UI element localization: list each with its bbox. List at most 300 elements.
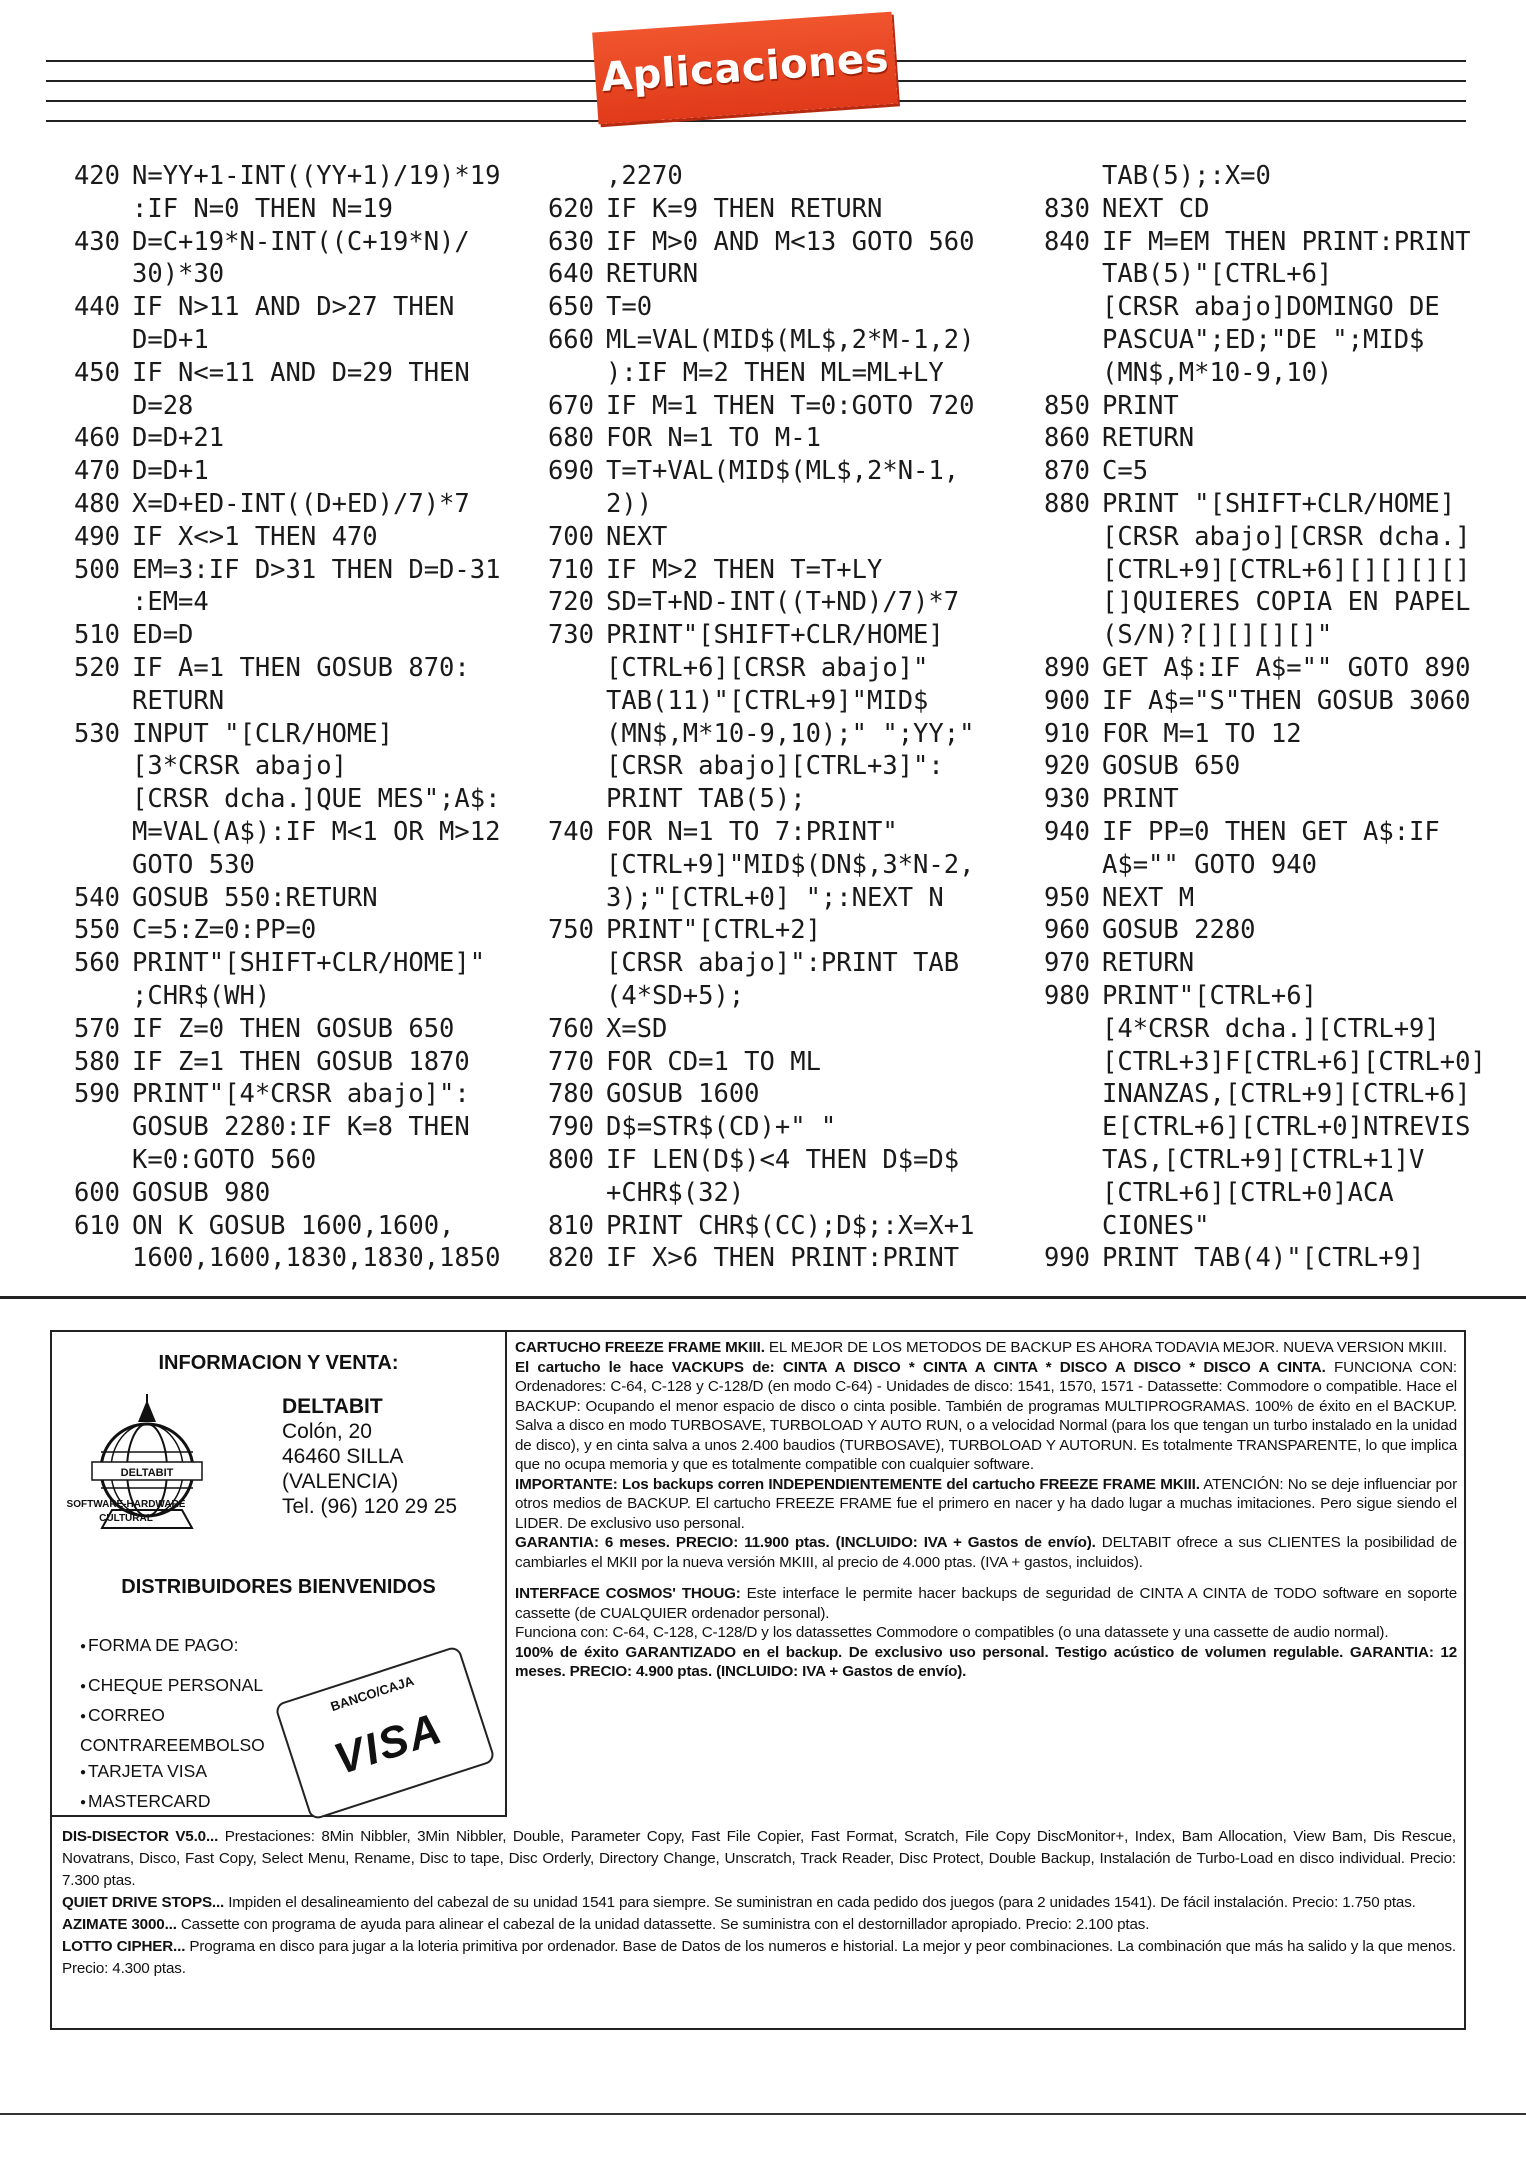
code-text: [3*CRSR abajo] (132, 751, 347, 782)
code-text: [CTRL+6][CRSR abajo]" (606, 652, 929, 683)
line-number: 610 (73, 1210, 120, 1241)
ad-heading: AZIMATE 3000... (62, 1916, 177, 1933)
line-number (1018, 1111, 1102, 1144)
address-line: 46460 SILLA (282, 1445, 404, 1468)
code-line (48, 554, 568, 587)
code-text: RETURN (1102, 423, 1195, 454)
code-text: CIONES" (1102, 1210, 1210, 1241)
code-text: ,2270 (606, 161, 683, 191)
code-line (48, 652, 568, 685)
code-text: PRINT (1102, 390, 1179, 421)
ad-heading: QUIET DRIVE STOPS... (62, 1894, 225, 1911)
code-line (522, 1210, 1022, 1243)
line-number: 770 (547, 1046, 594, 1077)
line-number: 830 (1043, 193, 1090, 224)
code-line (48, 291, 568, 324)
info-panel (52, 1332, 507, 1817)
line-number (48, 324, 132, 357)
code-line (1018, 783, 1508, 816)
line-number: 730 (547, 620, 594, 651)
line-number: 750 (547, 915, 594, 946)
line-number: 690 (547, 456, 594, 487)
line-number (48, 816, 132, 849)
code-line (48, 160, 568, 193)
line-number (1018, 586, 1102, 619)
line-number (48, 390, 132, 423)
code-text: IF X>6 THEN PRINT:PRINT (606, 1243, 960, 1274)
line-number: 530 (73, 718, 120, 749)
code-line (522, 258, 1022, 291)
code-line (522, 488, 1022, 521)
code-line (522, 1046, 1022, 1079)
line-number: 630 (547, 226, 594, 257)
line-number: 420 (73, 161, 120, 191)
code-line (48, 586, 568, 619)
code-text: PRINT (1102, 784, 1179, 815)
line-number (48, 750, 132, 783)
code-line (522, 1242, 1022, 1275)
code-line (1018, 193, 1508, 226)
code-text: M=VAL(A$):IF M<1 OR M>12 (132, 816, 501, 847)
code-line (1018, 619, 1508, 652)
code-line (48, 258, 568, 291)
line-number (48, 1144, 132, 1177)
code-line (1018, 455, 1508, 488)
code-line (522, 1144, 1022, 1177)
code-text: IF N<=11 AND D=29 THEN (132, 357, 470, 388)
ad-text: ATENCIÓN: No se deje influenciar por otros medios de BACKUP. El cartucho FREEZE FRAME fue el primero en nacer y ha dado lugar a muchas imitaciones. Pero sigue siendo el LIDER. De exclusivo uso personal. (515, 1475, 1457, 1532)
code-text: 3);"[CTRL+0] ";:NEXT N (606, 882, 944, 913)
code-text: D=D+1 (132, 324, 209, 355)
line-number: 540 (73, 882, 120, 913)
code-text: IF K=9 THEN RETURN (606, 193, 883, 224)
line-number: 810 (547, 1210, 594, 1241)
payment-title: ● FORMA DE PAGO: (80, 1632, 265, 1662)
line-number: 440 (73, 292, 120, 323)
code-line (1018, 1078, 1508, 1111)
code-text: :IF N=0 THEN N=19 (132, 193, 393, 224)
code-text: IF A=1 THEN GOSUB 870: (132, 652, 470, 683)
code-text: []QUIERES COPIA EN PAPEL (1102, 587, 1471, 618)
code-text: GOSUB 2280:IF K=8 THEN (132, 1112, 470, 1143)
code-text: NEXT CD (1102, 193, 1210, 224)
ad-paragraph (62, 1914, 1456, 1936)
code-text: A$="" GOTO 940 (1102, 849, 1317, 880)
code-text: D=28 (132, 390, 194, 421)
code-text: ED=D (132, 620, 194, 651)
line-number (48, 258, 132, 291)
code-text: ML=VAL(MID$(ML$,2*M-1,2) (606, 324, 975, 355)
payment-item: ● TARJETA VISA (80, 1758, 265, 1788)
code-text: C=5:Z=0:PP=0 (132, 915, 317, 946)
code-line (48, 980, 568, 1013)
line-number: 720 (547, 587, 594, 618)
code-text: D=D+21 (132, 423, 225, 454)
code-text: [CTRL+9][CTRL+6][][][][] (1102, 554, 1471, 585)
code-line (522, 521, 1022, 554)
payment-item-continued: CONTRAREEMBOLSO (80, 1735, 265, 1755)
line-number: 930 (1043, 784, 1090, 815)
code-line (48, 1078, 568, 1111)
code-text: (MN$,M*10-9,10);" ";YY;" (606, 718, 975, 749)
code-text: [CRSR abajo]DOMINGO DE (1102, 292, 1440, 323)
code-text: TAB(5);:X=0 (1102, 161, 1271, 191)
code-line (1018, 718, 1508, 751)
code-text: INANZAS,[CTRL+9][CTRL+6] (1102, 1079, 1471, 1110)
code-line (1018, 914, 1508, 947)
logo-caption (56, 1498, 196, 1526)
ad-paragraph (515, 1533, 1457, 1572)
code-line (48, 1177, 568, 1210)
code-text: IF A$="S"THEN GOSUB 3060 (1102, 685, 1471, 716)
code-text: NEXT M (1102, 882, 1195, 913)
ad-heading: DIS-DISECTOR V5.0... (62, 1828, 219, 1845)
line-number (522, 1177, 606, 1210)
code-line (522, 947, 1022, 980)
line-number (1018, 357, 1102, 390)
code-line (1018, 882, 1508, 915)
code-line (1018, 1046, 1508, 1079)
code-line (1018, 1013, 1508, 1046)
code-line (48, 455, 568, 488)
code-line (1018, 488, 1508, 521)
line-number: 910 (1043, 718, 1090, 749)
code-text: (S/N)?[][][][]" (1102, 620, 1333, 651)
line-number: 680 (547, 423, 594, 454)
ad-heading: GARANTIA: 6 meses. PRECIO: 11.900 ptas. (INCLUIDO: IVA + Gastos de envío). (515, 1534, 1096, 1551)
code-text: ON K GOSUB 1600,1600, (132, 1210, 455, 1241)
code-line (1018, 422, 1508, 455)
code-line (48, 849, 568, 882)
code-line (48, 882, 568, 915)
line-number (522, 160, 606, 193)
code-text: [CTRL+3]F[CTRL+6][CTRL+0] (1102, 1046, 1486, 1077)
code-line (522, 226, 1022, 259)
code-text: IF Z=1 THEN GOSUB 1870 (132, 1046, 470, 1077)
line-number (48, 685, 132, 718)
ad-heading: 100% de éxito GARANTIZADO en el backup. De exclusivo uso personal. Testigo acústico de volumen regulable. GARANTIA: 12 meses. PRECIO: 4.900 ptas. (INCLUIDO: IVA + Gastos de envío). (515, 1643, 1457, 1680)
line-number (1018, 1078, 1102, 1111)
line-number (48, 849, 132, 882)
ad-text: Prestaciones: 8Min Nibbler, 3Min Nibbler, Double, Parameter Copy, Fast File Copier, Fast Format, Scratch, File Copy DiscMonitor+, Index, Bam Allocation, View Bam, Dis Rescue, Novatrans, Disco, Fast Copy, Select Menu, Rename, Disc to tape, Disc Orderly, Directory Change, Unscratch, Track Reader, Disc Protect, Double Backup, Instalación de Turbo-Load en disco individual. Precio: 7.300 ptas. (62, 1828, 1456, 1889)
code-line (48, 422, 568, 455)
code-line (1018, 324, 1508, 357)
code-line (48, 1144, 568, 1177)
code-text: PRINT CHR$(CC);D$;:X=X+1 (606, 1210, 975, 1241)
ad-heading: El cartucho le hace VACKUPS de: CINTA A DISCO * CINTA A CINTA * DISCO A DISCO * DISCO A CINTA. (515, 1358, 1326, 1376)
line-number (522, 718, 606, 751)
code-text: PRINT"[CTRL+2] (606, 915, 821, 946)
code-line (522, 357, 1022, 390)
code-text: IF M=EM THEN PRINT:PRINT (1102, 226, 1471, 257)
code-line (522, 685, 1022, 718)
payment-methods (80, 1632, 265, 1818)
line-number: 790 (547, 1112, 594, 1143)
line-number (1018, 160, 1102, 193)
payment-item: ● CHEQUE PERSONAL (80, 1672, 265, 1702)
code-line (1018, 1111, 1508, 1144)
code-line (522, 750, 1022, 783)
line-number (48, 1242, 132, 1275)
code-text: NEXT (606, 521, 668, 552)
code-line (522, 291, 1022, 324)
code-line (48, 816, 568, 849)
code-text: IF M>0 AND M<13 GOTO 560 (606, 226, 975, 257)
code-line (1018, 1210, 1508, 1243)
code-text: PRINT TAB(4)"[CTRL+9] (1102, 1243, 1425, 1274)
ad-text: Funciona con: C-64, C-128, C-128/D y los datassettes Commodore o compatibles (o una datassete y una cassette de audio normal). (515, 1624, 1389, 1641)
listing-column-2 (522, 160, 1022, 1275)
code-line (48, 357, 568, 390)
line-number: 550 (73, 915, 120, 946)
line-number (48, 783, 132, 816)
code-text: GOSUB 550:RETURN (132, 882, 378, 913)
code-line (48, 750, 568, 783)
code-text: RETURN (132, 685, 225, 716)
code-line (48, 1242, 568, 1275)
code-line (522, 455, 1022, 488)
code-text: PASCUA";ED;"DE ";MID$ (1102, 324, 1425, 355)
line-number: 640 (547, 259, 594, 290)
line-number (48, 980, 132, 1013)
code-line (1018, 291, 1508, 324)
code-line (522, 390, 1022, 423)
code-text: GOSUB 2280 (1102, 915, 1256, 946)
code-text: N=YY+1-INT((YY+1)/19)*19 (132, 161, 501, 191)
code-line (1018, 1144, 1508, 1177)
line-number: 880 (1043, 488, 1090, 519)
code-text: GET A$:IF A$="" GOTO 890 (1102, 652, 1471, 683)
code-text: INPUT "[CLR/HOME] (132, 718, 393, 749)
code-text: 1600,1600,1830,1830,1850 (132, 1243, 501, 1274)
listing-column-3 (1018, 160, 1508, 1275)
ad-heading: LOTTO CIPHER... (62, 1938, 186, 1955)
line-number: 520 (73, 652, 120, 683)
deltabit-logo (82, 1392, 212, 1552)
listing-column-1 (48, 160, 568, 1275)
code-line (48, 488, 568, 521)
ad-paragraph (515, 1475, 1457, 1534)
code-line (522, 554, 1022, 587)
code-text: D=D+1 (132, 456, 209, 487)
ad-text: FUNCIONA CON: Ordenadores: C-64, C-128 y C-128/D (en modo C-64) - Unidades de disco: 1541, 1570, 1571 - Datassette: Commodore o compatible. Hace el BACKUP: Ocupando el menor espacio de disco o cinta posible. También de programas MULTIPROGRAMAS. 100% de éxito en el BACKUP. Salva a disco en modo TURBOSAVE, TURBOLOAD Y AUTO RUN, o a velocidad Normal (para los que tengan un turbo instalado en la unidad de disco), y en cinta salva a unos 2.400 baudios (TURBOSAVE), TURBOLOAD Y AUTORUN. Es totalmente TRANSPARENTE, lo que implica que no ocupa memoria y que es totalmente compatible con cualquier software. (515, 1358, 1457, 1473)
code-line (48, 1046, 568, 1079)
line-number (1018, 1046, 1102, 1079)
product-descriptions (515, 1338, 1457, 1682)
code-text: [CTRL+6][CTRL+0]ACA (1102, 1177, 1394, 1208)
payment-item: ● MASTERCARD (80, 1788, 265, 1818)
ad-heading: CARTUCHO FREEZE FRAME MKIII. (515, 1339, 765, 1356)
code-text: IF M>2 THEN T=T+LY (606, 554, 883, 585)
code-line (522, 193, 1022, 226)
ad-text: Programa en disco para jugar a la loteria primitiva por ordenador. Base de Datos de los numeros e historial. La mejor y peor combinaciones. La combinación que más ha salido y la que menos. Precio: 4.300 ptas. (62, 1938, 1456, 1977)
code-line (522, 324, 1022, 357)
line-number: 560 (73, 948, 120, 979)
code-text: FOR CD=1 TO ML (606, 1046, 821, 1077)
line-number: 970 (1043, 948, 1090, 979)
code-line (48, 1210, 568, 1243)
code-text: IF N>11 AND D>27 THEN (132, 292, 455, 323)
line-number (1018, 1210, 1102, 1243)
line-number: 460 (73, 423, 120, 454)
line-number (522, 947, 606, 980)
code-text: IF LEN(D$)<4 THEN D$=D$ (606, 1144, 960, 1175)
code-text: [CRSR abajo][CTRL+3]": (606, 751, 944, 782)
line-number: 590 (73, 1079, 120, 1110)
line-number: 600 (73, 1177, 120, 1208)
ad-paragraph (515, 1338, 1457, 1358)
ad-heading: INTERFACE COSMOS' THOUG: (515, 1585, 741, 1602)
line-number: 890 (1043, 652, 1090, 683)
line-number: 570 (73, 1013, 120, 1044)
payment-item: ● CORREO (80, 1702, 265, 1732)
code-text: E[CTRL+6][CTRL+0]NTREVIS (1102, 1112, 1471, 1143)
code-text: IF X<>1 THEN 470 (132, 521, 378, 552)
line-number (1018, 521, 1102, 554)
footer-rule (0, 2113, 1526, 2115)
code-text: TAS,[CTRL+9][CTRL+1]V (1102, 1144, 1425, 1175)
code-line (522, 1013, 1022, 1046)
line-number (1018, 1144, 1102, 1177)
line-number (522, 849, 606, 882)
code-line (1018, 160, 1508, 193)
code-line (48, 1013, 568, 1046)
line-number (522, 357, 606, 390)
code-text: FOR N=1 TO 7:PRINT" (606, 816, 898, 847)
line-number: 450 (73, 357, 120, 388)
ad-text: Este interface le permite hacer backups de seguridad de CINTA A CINTA de TODO software en soporte cassette (de CUALQUIER ordenador personal). (515, 1585, 1457, 1622)
ad-text: EL MEJOR DE LOS METODOS DE BACKUP ES AHORA TODAVIA MEJOR. NUEVA VERSION MKIII. (764, 1339, 1447, 1356)
line-number: 950 (1043, 882, 1090, 913)
code-text: K=0:GOTO 560 (132, 1144, 317, 1175)
code-text: GOSUB 1600 (606, 1079, 760, 1110)
code-line (522, 980, 1022, 1013)
ad-paragraph (515, 1358, 1457, 1475)
code-text: RETURN (606, 259, 699, 290)
card-bank-label: BANCO/CAJA (328, 1673, 416, 1715)
code-line (1018, 357, 1508, 390)
line-number (1018, 1177, 1102, 1210)
code-text: GOTO 530 (132, 849, 255, 880)
line-number: 870 (1043, 456, 1090, 487)
address-line: (VALENCIA) (282, 1470, 399, 1493)
line-number (48, 586, 132, 619)
line-number (1018, 849, 1102, 882)
section-banner-label: Aplicaciones (599, 35, 891, 101)
code-text: +CHR$(32) (606, 1177, 745, 1208)
code-text: [CRSR abajo][CRSR dcha.] (1102, 521, 1471, 552)
code-line (522, 1078, 1022, 1111)
code-text: RETURN (1102, 948, 1195, 979)
code-line (1018, 750, 1508, 783)
section-divider (0, 1296, 1526, 1299)
line-number: 700 (547, 521, 594, 552)
ad-text: Impiden el desalineamiento del cabezal de su unidad 1541 para siempre. Se suministran en cada pedido dos juegos (para 2 unidades 1541). De fácil instalación. Precio: 1.750 ptas. (224, 1894, 1416, 1911)
line-number (1018, 291, 1102, 324)
company-address (282, 1394, 457, 1519)
code-text: GOSUB 980 (132, 1177, 271, 1208)
code-line (1018, 816, 1508, 849)
line-number (522, 980, 606, 1013)
code-line (522, 849, 1022, 882)
logo-caption-line: CULTURAL (99, 1513, 153, 1524)
line-number (48, 1111, 132, 1144)
code-line (1018, 652, 1508, 685)
code-text: GOSUB 650 (1102, 751, 1241, 782)
code-text: PRINT TAB(5); (606, 784, 806, 815)
line-number: 980 (1043, 980, 1090, 1011)
code-text: T=T+VAL(MID$(ML$,2*N-1, (606, 456, 960, 487)
line-number: 860 (1043, 423, 1090, 454)
code-text: ):IF M=2 THEN ML=ML+LY (606, 357, 944, 388)
code-text: ;CHR$(WH) (132, 980, 271, 1011)
code-line (1018, 1177, 1508, 1210)
line-number (522, 488, 606, 521)
line-number: 670 (547, 390, 594, 421)
code-line (522, 1177, 1022, 1210)
address-line: Colón, 20 (282, 1420, 372, 1443)
ad-heading: IMPORTANTE: Los backups corren INDEPENDIENTEMENTE del cartucho FREEZE FRAME MKIII. (515, 1475, 1200, 1493)
code-line (48, 947, 568, 980)
phone-number: Tel. (96) 120 29 25 (282, 1495, 458, 1518)
company-name: DELTABIT (282, 1395, 383, 1418)
code-line (522, 422, 1022, 455)
code-line (1018, 390, 1508, 423)
line-number: 780 (547, 1079, 594, 1110)
code-line (48, 324, 568, 357)
line-number (1018, 554, 1102, 587)
code-line (1018, 586, 1508, 619)
card-brand-label: VISA (328, 1703, 449, 1785)
ad-paragraph (62, 1892, 1456, 1914)
code-line (1018, 226, 1508, 259)
line-number (48, 193, 132, 226)
line-number: 430 (73, 226, 120, 257)
code-text: IF PP=0 THEN GET A$:IF (1102, 816, 1440, 847)
line-number: 920 (1043, 751, 1090, 782)
line-number: 500 (73, 554, 120, 585)
code-line (522, 783, 1022, 816)
line-number: 510 (73, 620, 120, 651)
code-text: EM=3:IF D>31 THEN D=D-31 (132, 554, 501, 585)
code-text: TAB(5)"[CTRL+6] (1102, 259, 1333, 290)
line-number: 820 (547, 1243, 594, 1274)
line-number: 990 (1043, 1243, 1090, 1274)
code-line (1018, 521, 1508, 554)
code-text: C=5 (1102, 456, 1149, 487)
code-text: PRINT"[4*CRSR abajo]": (132, 1079, 470, 1110)
line-number: 900 (1043, 685, 1090, 716)
line-number: 800 (547, 1144, 594, 1175)
line-number: 960 (1043, 915, 1090, 946)
header-rule (46, 120, 1466, 122)
advertisement-box (50, 1330, 1466, 2030)
code-text: FOR N=1 TO M-1 (606, 423, 821, 454)
code-line (522, 586, 1022, 619)
code-line (48, 1111, 568, 1144)
code-line (48, 390, 568, 423)
code-line (1018, 947, 1508, 980)
logo-wordmark: DELTABIT (120, 1467, 174, 1479)
ad-paragraph (515, 1584, 1457, 1623)
code-text: X=D+ED-INT((D+ED)/7)*7 (132, 488, 470, 519)
code-text: PRINT"[SHIFT+CLR/HOME]" (132, 948, 486, 979)
distributors-heading: DISTRIBUIDORES BIENVENIDOS (121, 1576, 436, 1598)
ad-paragraph (515, 1643, 1457, 1682)
code-text: X=SD (606, 1013, 668, 1044)
line-number (522, 685, 606, 718)
code-text: IF Z=0 THEN GOSUB 650 (132, 1013, 455, 1044)
